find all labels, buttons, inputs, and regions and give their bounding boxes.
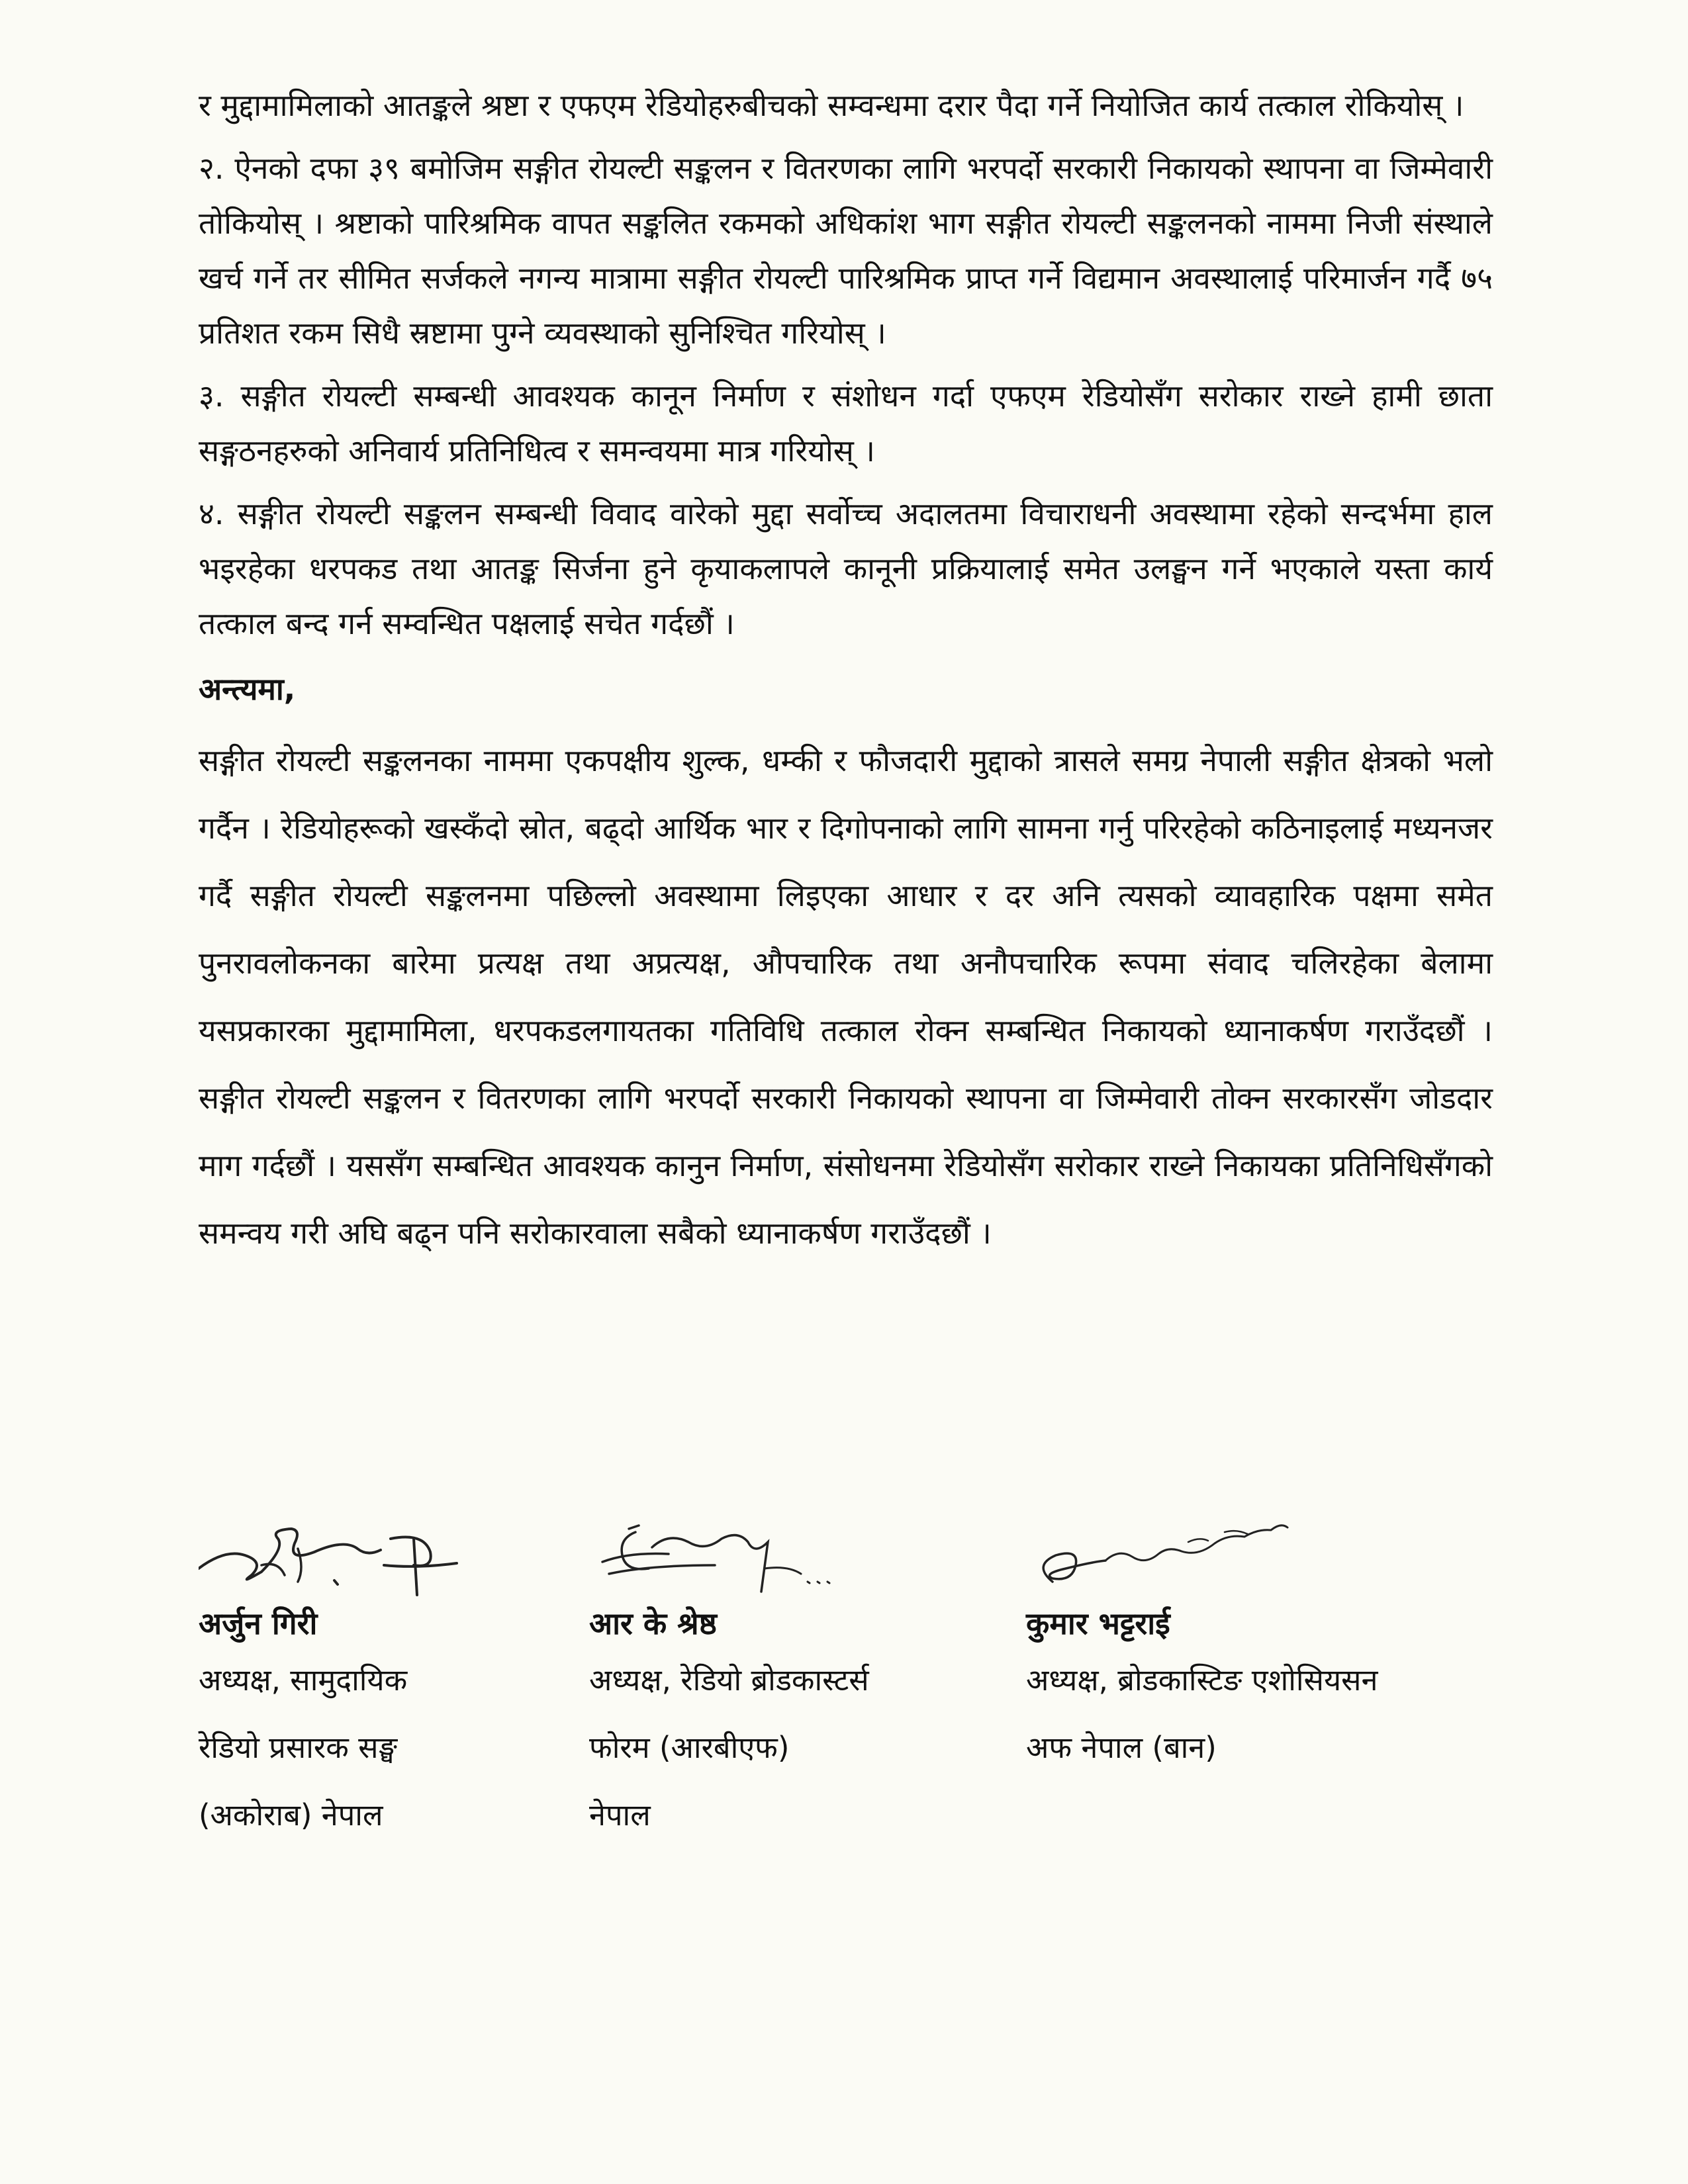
signatory-name: कुमार भट्टराई	[1026, 1606, 1170, 1641]
signatory-title-line: फोरम (आरबीएफ)	[589, 1730, 790, 1765]
document-body	[199, 78, 1493, 1267]
handwritten-signature	[1026, 1502, 1304, 1602]
signatory-title-line: (अकोराब) नेपाल	[199, 1797, 383, 1833]
signatory-block	[199, 1502, 569, 1849]
signatory-name: आर के श्रेष्ठ	[589, 1606, 717, 1641]
handwritten-signature	[199, 1502, 477, 1602]
paragraph-continuation: र मुद्दामामिलाको आतङ्कले श्रष्टा र एफएम रेडियोहरुबीचको सम्वन्धमा दरार पैदा गर्ने नियोजित कार्य तत्काल रोकियोस् ।	[199, 87, 1464, 123]
signatory-block	[589, 1502, 986, 1849]
handwritten-signature	[589, 1502, 867, 1602]
signatory-block	[1026, 1502, 1503, 1782]
paragraph-point-2: २. ऐनको दफा ३९ बमोजिम सङ्गीत रोयल्टी सङ्कलन र वितरणका लागि भरपर्दो सरकारी निकायको स्थापना वा जिम्मेवारी तोकियोस् । श्रष्टाको पारिश्रमिक वापत सङ्कलित रकमको अधिकांश भाग सङ्गीत रोयल्टी सङ्कलनको नाममा निजी संस्थाले खर्च गर्ने तर सीमित सर्जकले नगन्य मात्रामा सङ्गीत रोयल्टी पारिश्रमिक प्राप्त गर्ने विद्यमान अवस्थालाई परिमार्जन गर्दै ७५ प्रतिशत रकम सिधै स्रष्टामा पुग्ने व्यवस्थाको सुनिश्चित गरियोस् ।	[199, 150, 1493, 351]
signatory-title-line: अध्यक्ष, सामुदायिक	[199, 1662, 408, 1698]
signatory-title-line: अध्यक्ष, रेडियो ब्रोडकास्टर्स	[589, 1662, 869, 1698]
paragraph-point-4: ४. सङ्गीत रोयल्टी सङ्कलन सम्बन्धी विवाद वारेको मुद्दा सर्वोच्च अदालतमा विचाराधनी अवस्थामा रहेको सन्दर्भमा हाल भइरहेका धरपकड तथा आतङ्क सिर्जना हुने कृयाकलापले कानूनी प्रक्रियालाई समेत उलङ्घन गर्ने भएकाले यस्ता कार्य तत्काल बन्द गर्न सम्वन्धित पक्षलाई सचेत गर्दछौं ।	[199, 496, 1493, 641]
paragraph-point-3: ३. सङ्गीत रोयल्टी सम्बन्धी आवश्यक कानून निर्माण र संशोधन गर्दा एफएम रेडियोसँग सरोकार राख्ने हामी छाता सङ्गठनहरुको अनिवार्य प्रतिनिधित्व र समन्वयमा मात्र गरियोस् ।	[199, 378, 1493, 469]
signatory-title-line: नेपाल	[589, 1797, 651, 1833]
signatory-title-line: अफ नेपाल (बान)	[1026, 1730, 1217, 1765]
signatory-name: अर्जुन गिरी	[199, 1606, 318, 1641]
signatory-title-line: रेडियो प्रसारक सङ्घ	[199, 1730, 398, 1765]
signature-section	[199, 1502, 1496, 1873]
section-heading: अन्त्यमा,	[199, 671, 296, 707]
signatory-title-line: अध्यक्ष, ब्रोडकास्टिङ एशोसियसन	[1026, 1662, 1378, 1698]
paragraph-conclusion: सङ्गीत रोयल्टी सङ्कलनका नाममा एकपक्षीय शुल्क, धम्की र फौजदारी मुद्दाको त्रासले समग्र नेपाली सङ्गीत क्षेत्रको भलो गर्दैन । रेडियोहरूको खस्कँदो स्रोत, बढ्दो आर्थिक भार र दिगोपनाको लागि सामना गर्नु परिरहेको कठिनाइलाई मध्यनजर गर्दै सङ्गीत रोयल्टी सङ्कलनमा पछिल्लो अवस्थामा लिइएका आधार र दर अनि त्यसको व्यावहारिक पक्षमा समेत पुनरावलोकनका बारेमा प्रत्यक्ष तथा अप्रत्यक्ष, औपचारिक तथा अनौपचारिक रूपमा संवाद चलिरहेका बेलामा यसप्रकारका मुद्दामामिला, धरपकडलगायतका गतिविधि तत्काल रोक्न सम्बन्धित निकायको ध्यानाकर्षण गराउँदछौं । सङ्गीत रोयल्टी सङ्कलन र वितरणका लागि भरपर्दो सरकारी निकायको स्थापना वा जिम्मेवारी तोक्न सरकारसँग जोडदार माग गर्दछौं । यससँग सम्बन्धित आवश्यक कानुन निर्माण, संसोधनमा रेडियोसँग सरोकार राख्ने निकायका प्रतिनिधिसँगको समन्वय गरी अघि बढ्न पनि सरोकारवाला सबैको ध्यानाकर्षण गराउँदछौं ।	[199, 743, 1493, 1251]
